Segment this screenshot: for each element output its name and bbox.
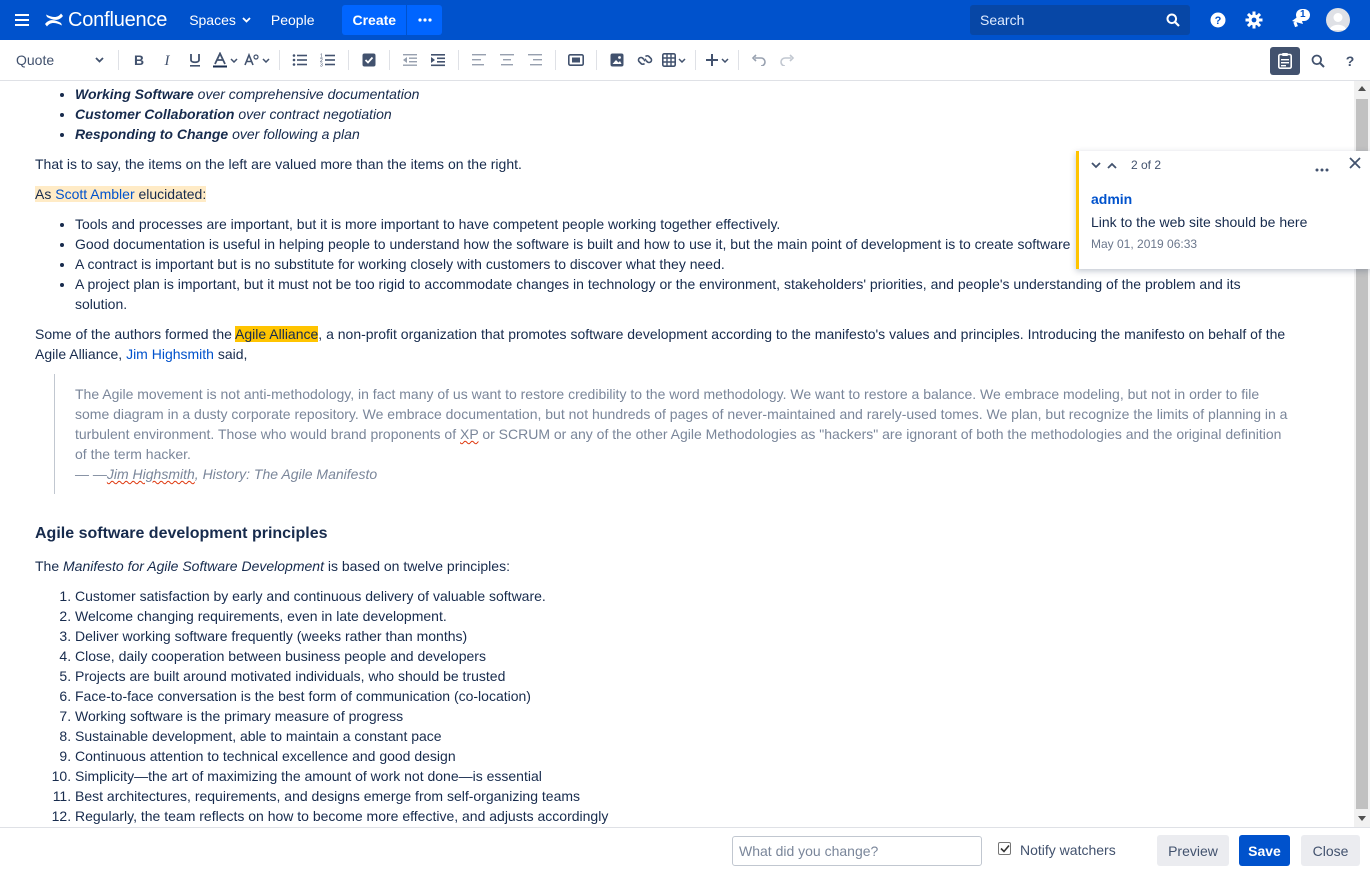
align-right-icon (528, 54, 542, 66)
scroll-down-arrow-icon[interactable] (1358, 816, 1366, 821)
confluence-logo[interactable] (44, 9, 167, 32)
bold-button[interactable] (125, 45, 153, 75)
notify-watchers-checkbox[interactable] (998, 842, 1011, 855)
svg-text:?: ? (1214, 15, 1222, 27)
bold-icon (132, 53, 146, 67)
quote-attribution (75, 464, 1315, 484)
indent-button[interactable] (424, 45, 452, 75)
create-more-button[interactable] (406, 5, 442, 35)
chevron-up-icon (1107, 162, 1117, 169)
user-icon (1326, 8, 1350, 32)
paragraph-style-select[interactable] (0, 52, 112, 68)
indent-icon (430, 53, 446, 67)
comment-highlight[interactable] (35, 186, 206, 202)
text-span: elucidated: (134, 186, 207, 202)
list-item: 9. Continuous attention to technical excellence and good design (75, 746, 1315, 766)
chevron-down-icon (721, 58, 729, 63)
undo-icon (751, 54, 767, 66)
chevron-down-icon (262, 58, 270, 63)
text-span: said, (213, 346, 248, 362)
text-span: As (35, 186, 56, 202)
paragraph-authors (35, 324, 1315, 364)
svg-text:I: I (164, 53, 170, 67)
checkmark-icon (1000, 844, 1010, 853)
close-comment-button[interactable] (1349, 156, 1361, 172)
editor-help-button[interactable] (1336, 46, 1364, 76)
comment-date: May 01, 2019 06:33 (1091, 237, 1198, 251)
image-icon (610, 53, 624, 67)
toolbar-right-actions (1270, 40, 1370, 81)
avatar (1326, 8, 1350, 32)
editor-footer (0, 827, 1370, 870)
chevron-down-icon (95, 57, 104, 63)
page-properties-button[interactable] (1270, 47, 1300, 75)
change-comment-input[interactable] (732, 836, 982, 866)
align-right-button[interactable] (521, 45, 549, 75)
misspelled-word[interactable]: XP (460, 426, 479, 442)
toolbar-divider (118, 50, 119, 70)
list-item: 12. Regularly, the team reflects on how to become more effective, and adjusts accordingly (75, 806, 1315, 826)
value-rest: over following a plan (228, 126, 360, 142)
plus-icon (705, 53, 719, 67)
align-left-icon (472, 54, 486, 66)
svg-text:2: 2 (320, 58, 323, 64)
close-icon (1349, 157, 1361, 169)
italic-button[interactable] (153, 45, 181, 75)
bullet-list-button[interactable] (286, 45, 314, 75)
toolbar-divider (458, 50, 459, 70)
comment-counter: 2 of 2 (1131, 158, 1162, 172)
chevron-down-icon (242, 17, 251, 23)
misspelled-word[interactable]: Jim Highsmith (106, 466, 195, 482)
value-rest: over contract negotiation (234, 106, 392, 122)
values-list (35, 84, 1315, 144)
chevron-down-icon (230, 58, 238, 63)
bullet-list-icon (292, 53, 308, 67)
value-bold: Responding to Change (75, 126, 229, 142)
link-text: Jim Highsmith (126, 346, 214, 362)
list-item (75, 124, 1315, 144)
editor-toolbar (0, 40, 1370, 81)
create-button-group (342, 5, 442, 35)
text-span: Manifesto for Agile Software Development (63, 558, 324, 574)
more-formatting-button[interactable] (241, 45, 273, 75)
checkbox-icon (362, 53, 376, 67)
inline-comment-panel (1076, 151, 1370, 269)
paragraph-style-value: Quote (16, 52, 55, 68)
list-item: 5. Projects are built around motivated individuals, who should be trusted (75, 666, 1315, 686)
link-icon (637, 52, 653, 68)
help-icon[interactable] (1208, 0, 1228, 40)
list-item: • Tools and processes are important, but it is more important to have competent people working together effectively. (75, 214, 1315, 234)
spaces-menu[interactable] (179, 0, 261, 40)
help-icon (1344, 54, 1356, 68)
list-item: 10. Simplicity—the art of maximizing the amount of work not done—is essential (75, 766, 1315, 786)
jim-highsmith-link[interactable] (126, 346, 214, 362)
insert-more-button[interactable] (702, 45, 732, 75)
comment-author[interactable]: admin (1091, 191, 1133, 207)
insert-link-button[interactable] (631, 45, 659, 75)
search-icon (1311, 54, 1325, 68)
principles-heading: Agile software development principles (35, 525, 328, 542)
text-span: The Agile movement is not anti-methodology, in fact many of us want to restore credibility to the word methodology. We want to restore a balance. We embrace modeling, but not in order to file some diagram in a dusty corporate repository. We embrace documentation, but not hundreds of pages of never-maintained and rarely-used tomes. We plan, but recognize the limits of planning in a turbulent environment. Those who would brand proponents of (75, 386, 1288, 442)
list-item: 1. Customer satisfaction by early and continuous delivery of valuable software. (75, 586, 1315, 606)
chevron-down-icon (678, 58, 686, 63)
search-icon[interactable] (1166, 13, 1180, 27)
value-rest: over comprehensive documentation (193, 86, 420, 102)
text-color-icon (212, 52, 228, 68)
user-avatar[interactable] (1326, 0, 1350, 40)
outdent-icon (402, 53, 418, 67)
text-span: or SCRUM or any of the other Agile Methodologies as "hackers" are ignorant of both the methodologies and the original definition of the term hacker. (75, 426, 1282, 462)
toolbar-divider (596, 50, 597, 70)
text-color-button[interactable] (209, 45, 241, 75)
list-item: 11. Best architectures, requirements, and designs emerge from self-organizing teams (75, 786, 1315, 806)
redo-icon (779, 54, 795, 66)
notifications-badge: 1 (1296, 9, 1310, 21)
svg-text:B: B (133, 53, 145, 67)
list-item: 8. Sustainable development, able to maintain a constant pace (75, 726, 1315, 746)
italic-icon (160, 53, 174, 67)
more-icon (1315, 168, 1329, 172)
align-center-button[interactable] (493, 45, 521, 75)
blockquote (54, 374, 1315, 494)
next-comment-button[interactable] (1091, 158, 1101, 172)
task-list-button[interactable] (355, 45, 383, 75)
list-item: 7. Working software is the primary measure of progress (75, 706, 1315, 726)
underline-button[interactable] (181, 45, 209, 75)
find-replace-button[interactable] (1304, 46, 1332, 76)
list-item: 3. Deliver working software frequently (weeks rather than months) (75, 626, 1315, 646)
insert-table-button[interactable] (659, 45, 689, 75)
value-bold: Customer Collaboration (75, 106, 235, 122)
top-navigation (0, 0, 1370, 40)
text-span: The (35, 558, 64, 574)
close-button[interactable]: Close (1301, 835, 1360, 866)
quote-text (75, 384, 1315, 464)
list-item (75, 84, 1315, 104)
principles-list (35, 586, 1315, 826)
insert-image-button[interactable] (603, 45, 631, 75)
list-item: • A contract is important but is no substitute for working closely with customers to discover what they need. (75, 254, 1315, 274)
numbered-list-icon (320, 53, 336, 67)
confluence-logo-icon (44, 11, 64, 29)
more-formatting-icon (244, 53, 260, 67)
previous-comment-button[interactable] (1107, 158, 1117, 172)
search-box[interactable] (970, 5, 1190, 35)
text-span: , a non-profit organization that promotes software development according to the manifesto's values and principles. Introducing the manifesto on behalf of the Agile Alliance, (35, 326, 1286, 362)
scroll-up-arrow-icon[interactable] (1358, 86, 1366, 91)
settings-gear-icon[interactable] (1244, 0, 1264, 40)
toolbar-divider (738, 50, 739, 70)
value-bold: Working Software (75, 86, 194, 102)
notifications-button[interactable] (1284, 0, 1312, 40)
redo-button[interactable] (773, 45, 801, 75)
confluence-logo-text: Confluence (68, 8, 168, 31)
preview-button[interactable]: Preview (1157, 835, 1229, 866)
toolbar-divider (389, 50, 390, 70)
agile-alliance-highlight[interactable]: Agile Alliance (235, 326, 319, 342)
people-link[interactable] (261, 0, 325, 40)
layout-icon (568, 54, 584, 66)
search-input[interactable] (980, 12, 1150, 28)
align-left-button[interactable] (465, 45, 493, 75)
principles-intro (35, 556, 1315, 576)
scott-ambler-link[interactable]: Scott Ambler (55, 186, 135, 202)
svg-text:3: 3 (320, 62, 323, 67)
page-properties-icon (1278, 53, 1292, 69)
list-item: • A project plan is important, but it must not be too rigid to accommodate changes in technology or the environment, stakeholders' priorities, and people's understanding of the problem and its solution. (75, 274, 1315, 314)
table-icon (662, 53, 676, 67)
comment-more-button[interactable] (1315, 159, 1329, 175)
paragraph-that-is: That is to say, the items on the left are valued more than the items on the right. (35, 156, 522, 172)
text-span: — — (75, 466, 107, 482)
toolbar-divider (555, 50, 556, 70)
svg-text:1: 1 (320, 53, 323, 60)
menu-icon[interactable] (0, 0, 44, 40)
list-item: • Good documentation is useful in helping people to understand how the software is built and how to use it, but the main point of development is to create software (75, 234, 1315, 254)
underline-icon (188, 52, 202, 68)
text-span: is based on twelve principles: (323, 558, 510, 574)
toolbar-divider (279, 50, 280, 70)
toolbar-divider (348, 50, 349, 70)
svg-text:?: ? (1345, 53, 1355, 68)
list-item: 4. Close, daily cooperation between business people and developers (75, 646, 1315, 666)
save-button[interactable]: Save (1239, 835, 1290, 866)
list-item: 2. Welcome changing requirements, even in late development. (75, 606, 1315, 626)
more-icon (418, 18, 432, 22)
toolbar-divider (695, 50, 696, 70)
chevron-down-icon (1091, 162, 1101, 169)
numbered-list-button[interactable] (314, 45, 342, 75)
page-layout-button[interactable] (562, 45, 590, 75)
undo-button[interactable] (745, 45, 773, 75)
spaces-label: Spaces (189, 12, 236, 28)
notify-watchers-label[interactable]: Notify watchers (1020, 842, 1116, 858)
people-label: People (270, 12, 315, 28)
align-center-icon (500, 54, 514, 66)
create-button[interactable]: Create (352, 12, 397, 28)
comment-text: Link to the web site should be here (1091, 214, 1308, 230)
list-item: 6. Face-to-face conversation is the best form of communication (co-location) (75, 686, 1315, 706)
text-span: Some of the authors formed the (35, 326, 236, 342)
list-item (75, 104, 1315, 124)
text-span: , History: The Agile Manifesto (194, 466, 378, 482)
outdent-button[interactable] (396, 45, 424, 75)
